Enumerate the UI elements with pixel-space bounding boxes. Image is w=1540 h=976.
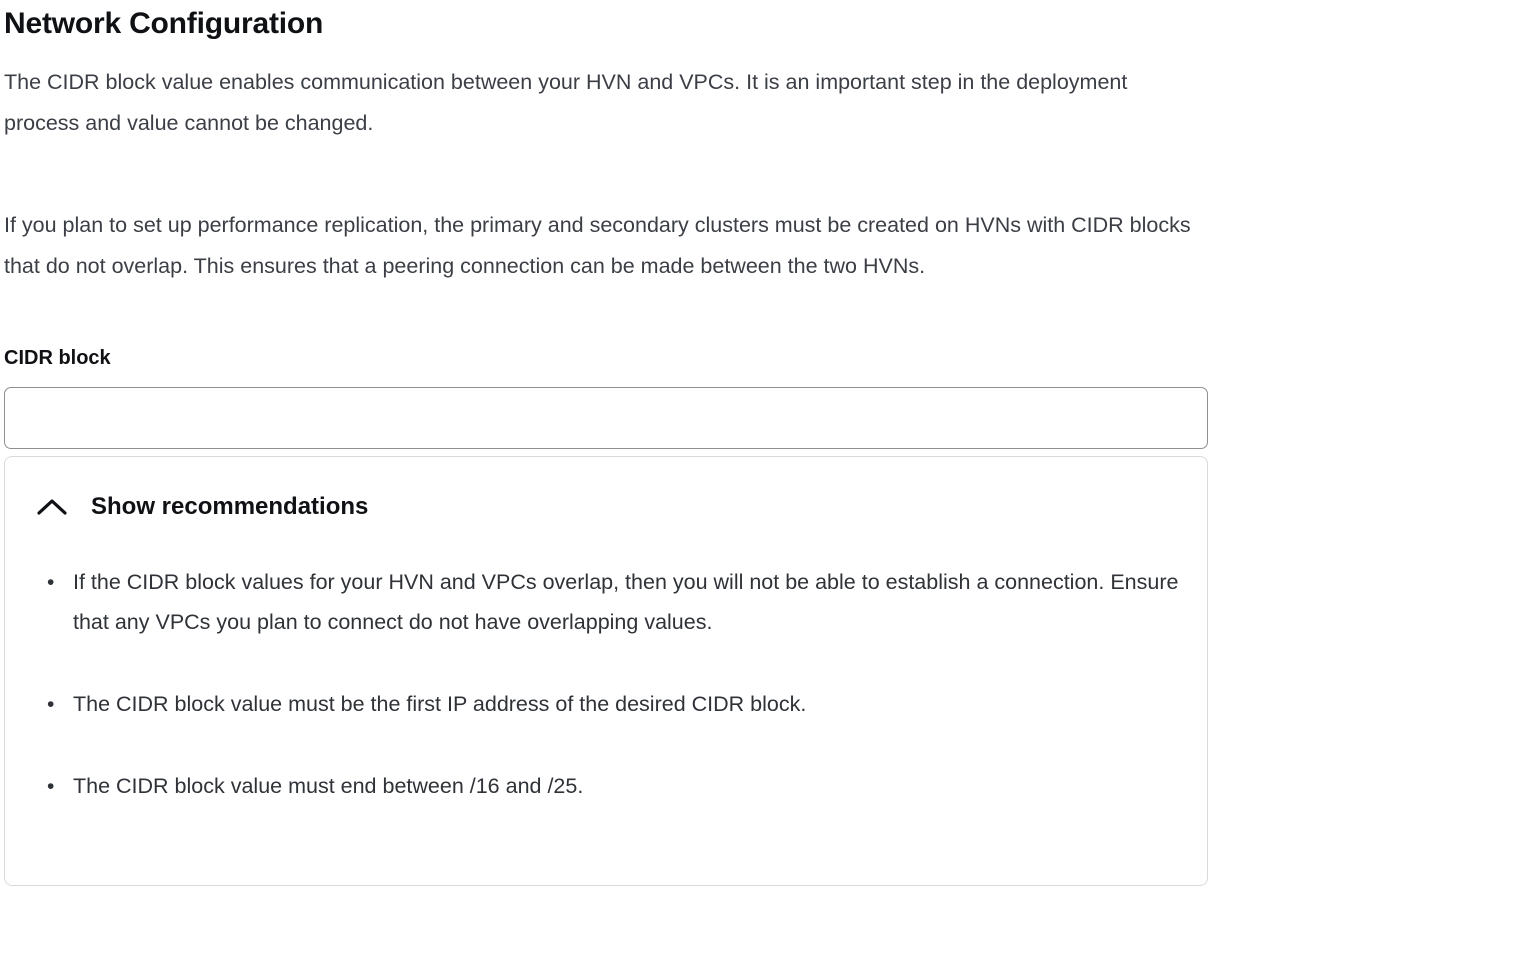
cidr-block-label: CIDR block — [4, 347, 111, 370]
recommendations-card — [4, 456, 1208, 886]
list-item: • If the CIDR block values for your HVN and VPCs overlap, then you will not be able to establish a connection. Ensure that any VPCs you plan to connect do not have overlapping values. — [33, 563, 1179, 643]
intro-paragraph-2: If you plan to set up performance replication, the primary and secondary clusters must be created on HVNs with CIDR blocks that do not overlap. This ensures that a peering connection can be made between the two HVNs. — [4, 212, 1191, 278]
cidr-block-input[interactable] — [4, 387, 1208, 449]
network-configuration-panel — [0, 4, 1540, 886]
chevron-up-icon — [35, 496, 69, 518]
show-recommendations-label: Show recommendations — [91, 493, 369, 521]
list-item: • The CIDR block value must be the first IP address of the desired CIDR block. — [33, 685, 1179, 725]
show-recommendations-toggle[interactable] — [33, 487, 1179, 527]
page-title: Network Configuration — [4, 7, 324, 40]
list-item: • The CIDR block value must end between /16 and /25. — [33, 767, 1179, 807]
intro-paragraph-1: The CIDR block value enables communication between your HVN and VPCs. It is an important step in the deployment process and value cannot be changed. — [4, 70, 1128, 136]
recommendations-list — [33, 563, 1179, 807]
